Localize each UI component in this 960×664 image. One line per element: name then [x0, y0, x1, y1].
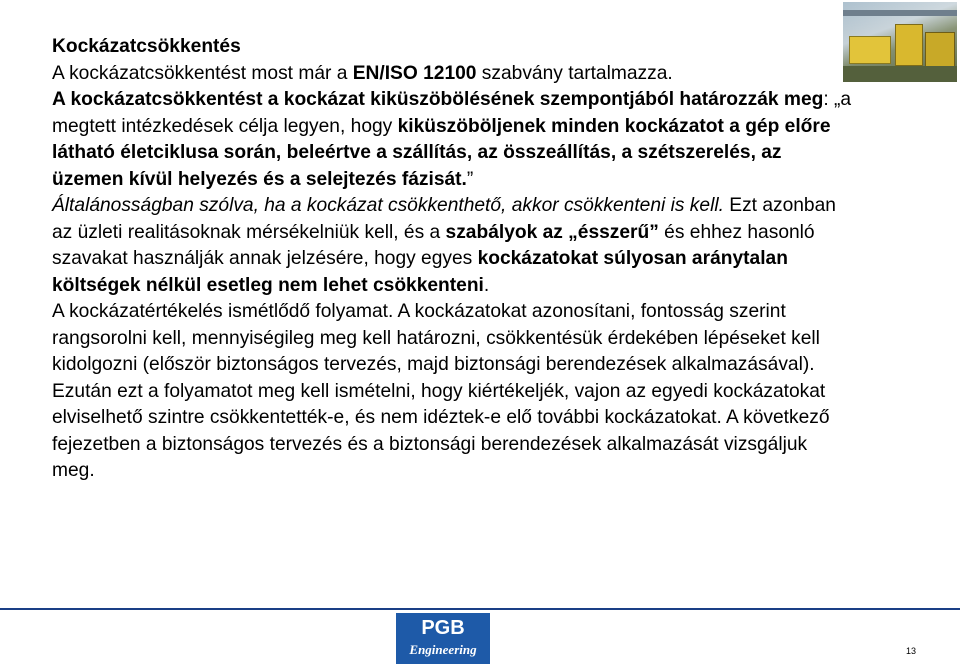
reduction-bold-2: kockázatokat súlyosan aránytalan költségek nélkül esetleg nem lehet csökkenteni	[52, 248, 788, 296]
reduction-bold-1: szabályok az „ésszerű”	[445, 221, 659, 243]
intro-line	[52, 61, 852, 88]
definition-paragraph	[52, 87, 852, 193]
definition-text-1: : „a megtett intézkedések célja legyen, hogy	[52, 89, 852, 137]
definition-text-2: ”	[466, 168, 474, 190]
intro-post: szabvány tartalmazza.	[476, 62, 673, 84]
definition-bold-1: A kockázatcsökkentést a kockázat kiküszöbölésének szempontjából határozzák meg	[52, 89, 824, 110]
definition-bold-2: kiküszöböljenek minden kockázatot a gép előre látható életciklusa során, beleértve a szállítás, az összeállítás, a szétszerelés, az üzemen kívül helyezés és a selejtezés fázisát.	[52, 115, 831, 190]
slide-body	[52, 34, 852, 485]
repeat-paragraph: Ezután ezt a folyamatot meg kell ismételni, hogy kiértékeljék, vajon az egyedi kockázatokat elviselhető szintre csökkentették-e, és nem idéztek-e elő további kockázatokat. A következő fejezetben a biztonságos tervezés és a biztonsági berendezések alkalmazását vizsgáljuk meg.	[52, 380, 830, 481]
assessment-paragraph: A kockázatértékelés ismétlődő folyamat. A kockázatokat azonosítani, fontosság szerint rangsorolni kell, mennyiségileg meg kell határozni, csökkentésük érdekében lépéseket kell kidolgozni (először biztonságos tervezés, majd biztonsági berendezések alkalmazásával).	[52, 301, 820, 375]
reduction-text-3: .	[483, 274, 490, 296]
intro-pre: A kockázatcsökkentést most már a	[52, 62, 353, 84]
pgb-engineering-logo	[396, 613, 490, 664]
footer-divider	[0, 608, 960, 610]
machinery-photo	[843, 2, 957, 82]
reduction-text-2: és ehhez hasonló szavakat használják annak jelzésére, hogy egyes	[52, 221, 815, 269]
reduction-text-1: Ezt azonban az üzleti realitásoknak mérsékelniük kell, és a	[52, 195, 836, 243]
logo-line-2: Engineering	[409, 642, 477, 657]
reduction-paragraph	[52, 193, 852, 299]
slide-title: Kockázatcsökkentés	[52, 36, 241, 57]
logo-line-1: PGB	[421, 617, 465, 639]
standard-name: EN/ISO 12100	[352, 62, 477, 84]
reduction-italic: Általánosságban szólva, ha a kockázat csökkenthető, akkor csökkenteni is kell.	[52, 195, 724, 216]
page-number: 13	[906, 646, 917, 656]
